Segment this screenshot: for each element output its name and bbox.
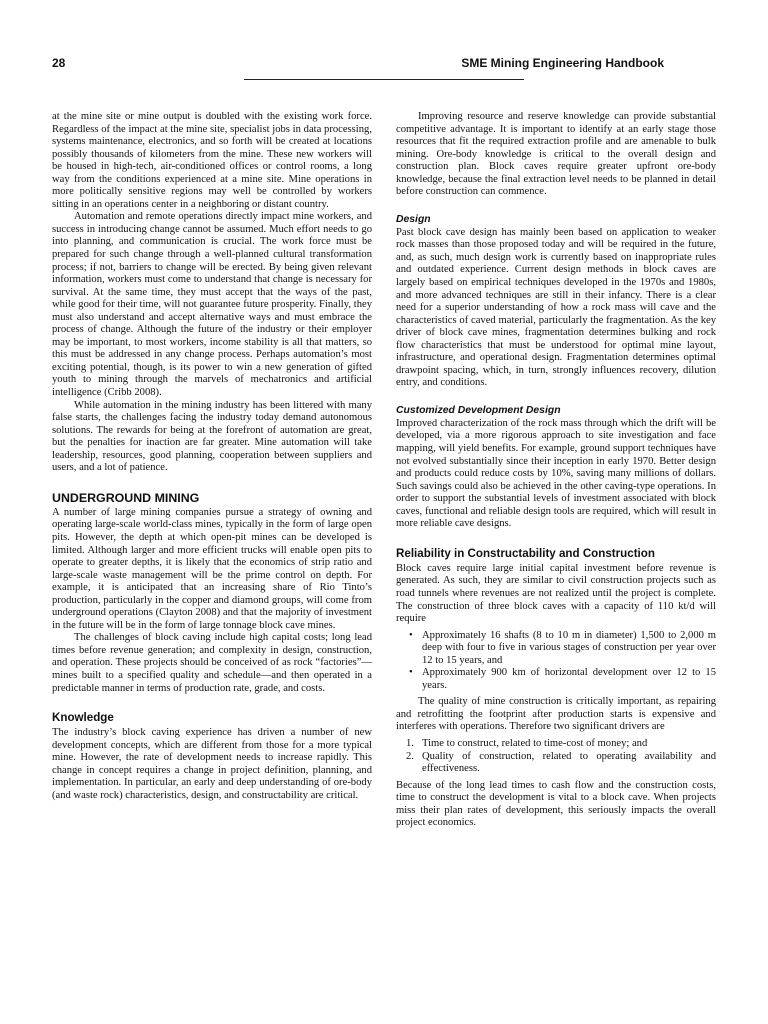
bullet-item: • Approximately 16 shafts (8 to 10 m in diameter) 1,500 to 2,000 m deep with four to five in various stages of construction per year over 12 to 15 years, and (422, 630, 716, 668)
paragraph: Automation and remote operations directly impact mine workers, and success in introducing change cannot be assumed. Much effort needs to go into planning, and communication is crucial. The work force must be prepared for such change through a well-planned cultural transformation process; if not, barriers to change will be erected. By being given relevant information, workers must come to understand that change is necessary for survival. At the same time, they must accept that the ways of the past, while good for their time, will not guarantee future prosperity. Finally, they must also understand and accept alternative ways and must embrace the process of change. Although the future of the industry or their employer may be important, to most workers, income stability is all that matters, so this must be addressed in any change process. Perhaps automation’s most exciting potential, though, is its power to win a new generation of gifted youth to mining through the marvels of mechatronics and artificial intelligence (Cribb 2008). (52, 211, 372, 399)
page-number: 28 (52, 56, 66, 70)
paragraph: Past block cave design has mainly been based on application to weaker rock masses than those proposed today and will be required in the future, and, as such, much design work is currently based on inappropriate rules and outdated experience. Current design methods in block caves are largely based on empirical techniques developed in the 1970s and 1980s, and more advanced techniques are still in their infancy. There is a clear need for a superior understanding of how a rock mass will cave and the characteristics of caved material, particularly the fragmentation. As the key driver of block cave mines, fragmentation determines bulking and rock flow characteristics that must be understood for optimal mine layout, infrastructure, and operational design. Fragmentation determines optimal drawpoint spacing, which, in turn, strongly influences recovery, dilution entry, and conditions. (396, 226, 716, 389)
bullet-item: • Approximately 900 km of horizontal development over 12 to 15 years. (422, 667, 716, 692)
bullet-list (396, 630, 716, 693)
item-number: 1. (406, 737, 414, 749)
numbered-item (406, 750, 716, 776)
paragraph: Improved characterization of the rock mass through which the drift will be developed, via a more rigorous approach to site investigation and face mapping, will yield benefits. For example, ground support techniques have not evolved substantially since their inception in early 1970. Better design and products could reduce costs by 10%, saving many millions of dollars. Such savings could also be achieved in the other caving-type operations. In order to support the substantial levels of investment associated with block caves, functional and reliable design tools are required, which will result in more reliable cave designs. (396, 417, 716, 530)
paragraph: The industry’s block caving experience has driven a number of new development concepts, which are different from those for a more typical mine. However, the rate of development needs to increase rapidly. This change in concept requires a change in project definition, planning, and implementation. In particular, an early and deep understanding of ore-body (and waste rock) characteristics, design, and constructability are critical. (52, 727, 372, 801)
paragraph: The challenges of block caving include high capital costs; long lead times before revenue generation; and complexity in design, construction, and operation. These projects should be conceived of as rock “factories”—mines built to a specified quality and schedule—and then operated in a predictable manner in terms of production rate, grade, and costs. (52, 632, 372, 694)
numbered-item (406, 737, 716, 751)
subsection-heading-design: Design (396, 213, 431, 225)
item-number: 2. (406, 750, 414, 762)
numbered-list (396, 738, 716, 776)
paragraph: Because of the long lead times to cash flow and the construction costs, time to construct the development is vital to a block cave. When projects miss their plan rates of development, this seriously impacts the overall project economics. (396, 779, 716, 829)
paragraph: Improving resource and reserve knowledge can provide substantial competitive advantage. It is important to identify at an early stage those resources that fit the required extraction profile and are amenable to bulk mining. Ore-body knowledge is critical to the overall design and construction plan. Block caves require greater upfront ore-body knowledge, because the final extraction level needs to be planned in detail before construction can commence. (396, 111, 716, 198)
item-text: Quality of construction, related to operating availability and effectiveness. (422, 750, 716, 775)
subsection-heading-customized-development-design: Customized Development Design (396, 404, 561, 416)
subsection-heading-reliability: Reliability in Constructability and Construction (396, 546, 655, 560)
left-column (52, 111, 372, 802)
paragraph: While automation in the mining industry has been littered with many false starts, the challenges facing the industry today demand autonomous solutions. The rewards for being at the forefront of automation are great, but the penalties for inaction are far greater. Mine automation will take leadership, resources, good planning, cooperation between suppliers and users, and a lot of patience. (52, 399, 372, 474)
paragraph: Block caves require large initial capital investment before revenue is generated. As such, they are similar to civil construction projects such as road tunnels where revenues are not realized until the project is complete. The construction of three block caves with a capacity of 110 kt/d will require (396, 562, 716, 625)
subsection-heading-knowledge: Knowledge (52, 711, 114, 725)
header-rule (244, 79, 524, 80)
paragraph: The quality of mine construction is critically important, as repairing and retrofitting the footprint after production starts is expensive and interferes with operations. Therefore two significant drivers are (396, 696, 716, 733)
right-column (396, 111, 716, 830)
paragraph: at the mine site or mine output is doubled with the existing work force. Regardless of the impact at the mine site, specialist jobs in data processing, systems maintenance, electronics, and so forth will be created at locations possibly thousands of kilometers from the mine. These new workers will be housed in high-tech, air-conditioned offices or control rooms, a long way from the conditions experienced at a mine site. Mine operations in more politically sensitive regions may well be controlled by workers sitting in an operations center in a neighboring or distant country. (52, 111, 372, 210)
item-text: Time to construct, related to time-cost of money; and (422, 737, 648, 749)
running-title: SME Mining Engineering Handbook (461, 56, 664, 70)
page-header (52, 52, 716, 78)
section-heading-underground-mining: UNDERGROUND MINING (52, 490, 200, 505)
paragraph: A number of large mining companies pursue a strategy of owning and operating large-scale world-class mines, typically in the form of large open pits. However, the depth at which open-pit mines can be developed is limited. Although larger and more efficient trucks will enable open pits to operate to greater depths, it is likely that the economics of strip ratio and large-scale waste management will be the prime control on depth. For example, it is anticipated that an increasing share of Rio Tinto’s production, particularly in the copper and diamond groups, will come from underground operations (Clayton 2008) and that the majority of investment in the future will be in the form of large tonnage block cave mines. (52, 506, 372, 631)
